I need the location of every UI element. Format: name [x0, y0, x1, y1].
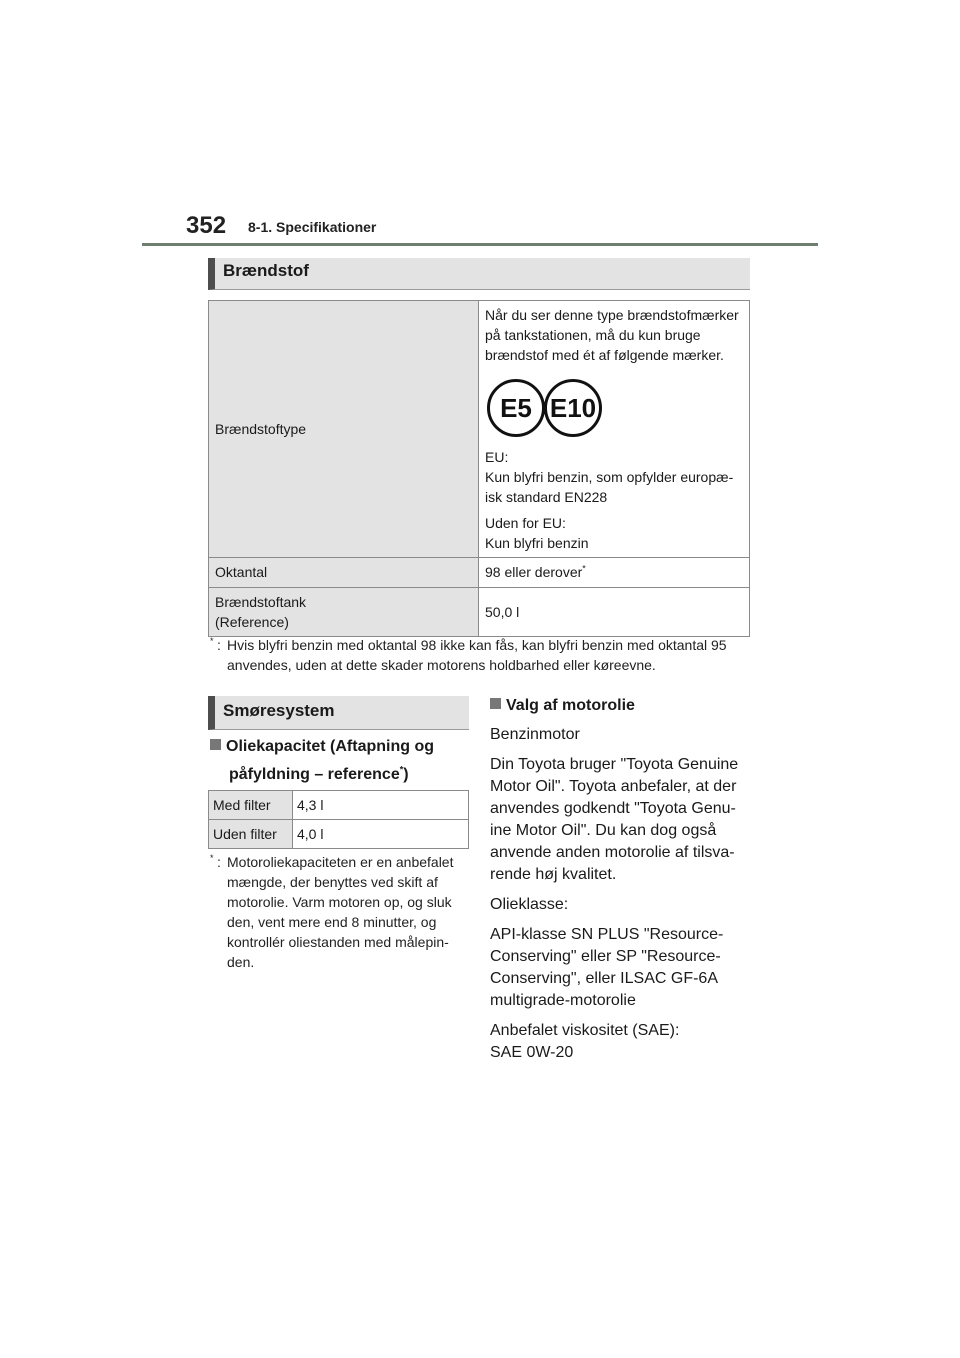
- oil-class-line: Conserving", eller ILSAC GF-6A: [490, 970, 718, 987]
- oil-footnote-line: motorolie. Varm motoren op, og sluk: [227, 894, 452, 910]
- oil-recommendation-line: anvendes godkendt "Toyota Genu-: [490, 800, 736, 817]
- viscosity: [490, 1020, 760, 1064]
- oil-footnote-line: mængde, der benyttes ved skift af: [227, 874, 438, 890]
- oil-recommendation-line: Din Toyota bruger "Toyota Genuine: [490, 756, 739, 773]
- octane-value-cell: [479, 558, 750, 588]
- octane-note-mark: *: [582, 563, 586, 574]
- fuel-footnote-line: anvendes, uden at dette skader motorens holdbarhed eller køreevne.: [227, 657, 656, 673]
- oil-class-line: multigrade-motorolie: [490, 992, 636, 1009]
- oil-capacity-heading: [210, 733, 480, 789]
- fuel-section-title: [208, 258, 750, 290]
- viscosity-value: SAE 0W-20: [490, 1044, 574, 1061]
- oil-class-line: Conserving" eller SP "Resource-: [490, 948, 721, 965]
- non-eu-text: Kun blyfri benzin: [485, 535, 589, 551]
- oil-footnote-line: den.: [227, 954, 255, 970]
- eu-text-line: Kun blyfri benzin, som opfylder europæ-: [485, 469, 734, 485]
- motor-oil-column: [490, 692, 760, 1072]
- oil-recommendation-line: anvende anden motorolie af tilsva-: [490, 844, 735, 861]
- oil-footnote: * : Motoroliekapaciteten er en anbefalet mængde, der benyttes ved skift af motorolie. Varm motoren op, og sluk den, vent mere end 8 minutter, og kontrollér oliestanden med målepin- den.: [210, 852, 472, 976]
- oil-footnote-line: kontrollér oliestanden med målepin-: [227, 934, 449, 950]
- oil-recommendation-line: Motor Oil". Toyota anbefaler, at der: [490, 778, 737, 795]
- fuel-type-value-cell: [479, 301, 750, 558]
- eu-label: EU:: [485, 449, 509, 465]
- fuel-title-text: Brændstof: [223, 261, 309, 280]
- motor-oil-heading: [490, 692, 760, 720]
- fuel-footnote-line: Hvis blyfri benzin med oktantal 98 ikke kan fås, kan blyfri benzin med oktantal 95: [227, 637, 727, 653]
- tank-value-cell: [479, 588, 750, 637]
- octane-label: Oktantal: [215, 564, 268, 580]
- fuel-intro-line: brændstof med ét af følgende mærker.: [485, 347, 724, 363]
- fuel-table: [208, 300, 750, 637]
- table-row: [209, 588, 750, 637]
- fuel-type-label-cell: [209, 301, 479, 558]
- fuel-intro-line: på tankstationen, må du kun bruge: [485, 327, 701, 343]
- tank-label-cell: [209, 588, 479, 637]
- tank-label: Brændstoftank: [215, 594, 307, 610]
- non-eu-label: Uden for EU:: [485, 515, 566, 531]
- oil-recommendation: [490, 754, 760, 886]
- with-filter-value: 4,3 l: [293, 791, 469, 820]
- e10-badge: E10: [544, 379, 602, 437]
- octane-label-cell: [209, 558, 479, 588]
- table-row: [209, 301, 750, 558]
- viscosity-label: Anbefalet viskositet (SAE):: [490, 1022, 680, 1039]
- header-rule: [142, 243, 818, 246]
- without-filter-label: Uden filter: [209, 820, 293, 849]
- tank-value: 50,0 l: [485, 604, 520, 620]
- oil-capacity-heading-close: ): [403, 766, 409, 783]
- engine-type: Benzinmotor: [490, 726, 580, 743]
- motor-oil-heading-text: Valg af motorolie: [506, 697, 635, 714]
- tank-label-reference: (Reference): [215, 614, 289, 630]
- fuel-intro-line: Når du ser denne type brændstofmærker: [485, 307, 739, 323]
- oil-capacity-table: [208, 790, 469, 849]
- with-filter-label: Med filter: [209, 791, 293, 820]
- fuel-badges: [487, 379, 743, 437]
- oil-class-label: Olieklasse:: [490, 896, 569, 913]
- oil-recommendation-line: ine Motor Oil". Du kan dog også: [490, 822, 717, 839]
- oil-class-value: [490, 924, 760, 1012]
- section-title: 8-1. Specifikationer: [248, 219, 377, 235]
- oil-class-line: API-klasse SN PLUS "Resource-: [490, 926, 724, 943]
- without-filter-value: 4,0 l: [293, 820, 469, 849]
- fuel-footnote: * : Hvis blyfri benzin med oktantal 98 ikke kan fås, kan blyfri benzin med oktantal 95 anvendes, uden at dette skader motorens holdbarhed eller køreevne.: [210, 636, 727, 673]
- octane-value: 98 eller derover: [485, 564, 583, 580]
- lubrication-title-text: Smøresystem: [223, 701, 335, 720]
- table-row: [209, 820, 469, 849]
- table-row: [209, 791, 469, 820]
- oil-footnote-line: Motoroliekapaciteten er en anbefalet: [227, 854, 454, 870]
- bullet-square-icon: [210, 739, 221, 750]
- oil-capacity-heading-line2: påfyldning – reference: [229, 766, 400, 783]
- bullet-square-icon: [490, 698, 501, 709]
- table-row: [209, 558, 750, 588]
- oil-footnote-text: [227, 852, 477, 972]
- oil-recommendation-line: rende høj kvalitet.: [490, 866, 617, 883]
- oil-capacity-heading-line1: Oliekapacitet (Aftapning og: [226, 738, 435, 755]
- e5-badge: E5: [487, 379, 545, 437]
- fuel-footnote-text: [227, 635, 727, 675]
- page-number: 352: [186, 212, 227, 239]
- lubrication-section-title: [208, 696, 469, 730]
- eu-text-line: isk standard EN228: [485, 489, 608, 505]
- oil-footnote-line: den, vent mere end 8 minutter, og: [227, 914, 437, 930]
- fuel-type-label: Brændstoftype: [215, 421, 307, 437]
- oil-capacity-heading-mark: *: [399, 764, 404, 775]
